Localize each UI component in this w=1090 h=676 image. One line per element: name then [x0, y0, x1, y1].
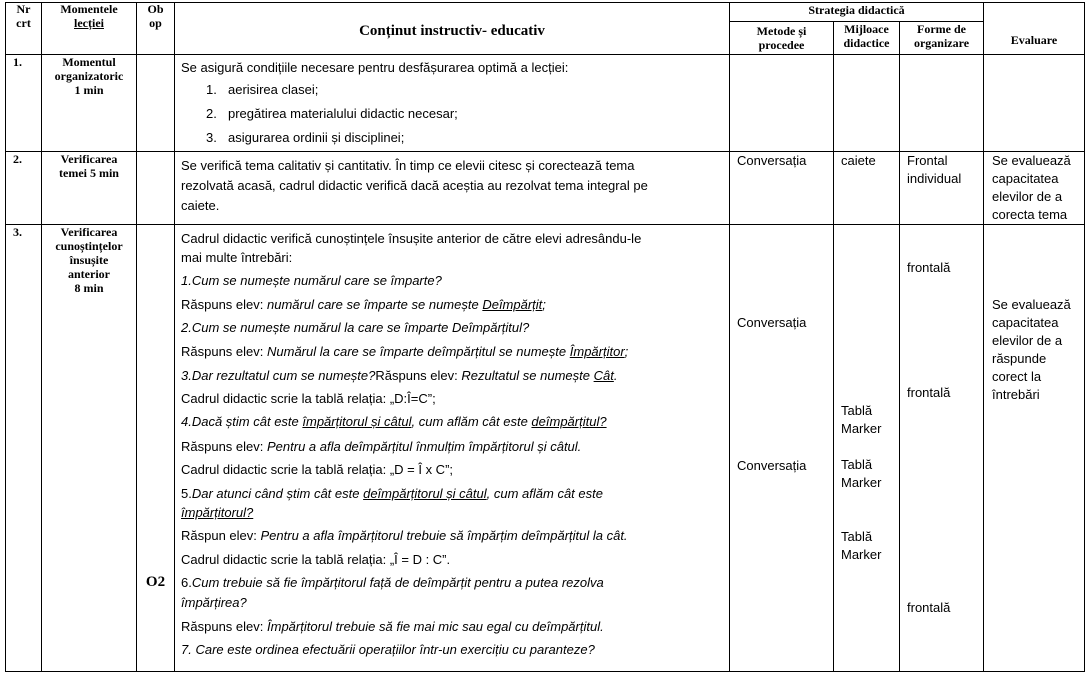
row2-forme-line: Frontal [907, 153, 948, 168]
question-text: 3.Dar rezultatul cum se numește? [181, 368, 376, 383]
row3-mijloace-line: Tablă [841, 529, 873, 544]
row3-line-c1: Cadrul didactic verifică cunoștințele însușite anterior de către elevi adresându-le [181, 231, 642, 246]
answer-text: Pentru a afla deîmpărțitul înmulțim împărțitorul și câtul. [267, 439, 582, 454]
row3-mijloace [841, 456, 881, 492]
header-forme-line: organizare [913, 36, 970, 50]
header-momentele [42, 2, 136, 30]
row3-metode: Conversația [737, 315, 807, 330]
row3-moment-line: însușite [69, 253, 109, 267]
header-mijloace [834, 22, 899, 50]
header-metode [730, 24, 833, 52]
row3-mijloace [841, 402, 881, 438]
row2-content-line: caiete. [181, 198, 220, 213]
row1-item-num: 2. [206, 106, 217, 121]
row3-evaluare-line: corect la [992, 369, 1042, 384]
answer-prefix: Răspuns elev: [181, 344, 267, 359]
row2-evaluare-line: Se evaluează [992, 153, 1071, 168]
row3-q2: 2.Cum se numește numărul la care se împarte Deîmpărțitul? [181, 320, 530, 335]
row3-a2 [181, 343, 628, 361]
grid-line [5, 54, 1085, 55]
row3-q3 [181, 367, 617, 385]
row2-moment [42, 152, 136, 180]
question-num: 6. [181, 575, 192, 590]
header-nr-line: Nr [16, 2, 31, 16]
question-term: deîmpărțitul? [531, 414, 607, 429]
grid-line [5, 671, 1085, 672]
grid-line [729, 2, 730, 672]
row2-evaluare-line: corecta tema [992, 207, 1068, 222]
row3-mijloace-line: Tablă [841, 457, 873, 472]
row3-mijloace [841, 528, 881, 564]
answer-term: Cât [593, 368, 614, 383]
row3-metode: Conversația [737, 458, 807, 473]
row3-r1: Cadrul didactic scrie la tablă relația: „D:Î=C”; [181, 391, 436, 406]
answer-text: Împărțitorul trebuie să fie mai mic sau egal cu deîmpărțitul. [267, 619, 604, 634]
row3-mijloace-line: Tablă [841, 403, 873, 418]
header-metode-line: procedee [758, 38, 805, 52]
row2-moment-line: Verificarea [60, 152, 118, 166]
header-strategia: Strategia didactică [808, 3, 905, 17]
row3-q7: 7. Care este ordinea efectuării operațiilor într-un exercițiu cu paranteze? [181, 642, 595, 657]
grid-line [5, 2, 6, 672]
row3-forme: frontală [907, 260, 951, 275]
row1-item-text: pregătirea materialului didactic necesar; [228, 106, 458, 121]
row3-mijloace-line: Marker [841, 475, 882, 490]
answer-end: ; [542, 297, 546, 312]
row3-a6 [181, 618, 604, 636]
row2-evaluare-line: elevilor de a [992, 189, 1063, 204]
header-nr-line: crt [16, 16, 31, 30]
row3-q4 [181, 413, 607, 431]
row1-moment-line: Momentul [62, 55, 116, 69]
answer-text: Numărul la care se împarte deîmpărțitul se numește [267, 344, 570, 359]
row3-evaluare-line: răspunde [992, 351, 1047, 366]
header-forme [900, 22, 983, 50]
row3-q1: 1.Cum se numește numărul care se împarte? [181, 273, 442, 288]
answer-prefix: Răspuns elev: [375, 368, 462, 383]
row1-moment [42, 55, 136, 97]
row1-moment-line: organizatoric [54, 69, 124, 83]
answer-end: . [613, 368, 618, 383]
header-forme-line: Forme de [917, 22, 966, 36]
header-mijloace-line: didactice [843, 36, 890, 50]
answer-text: numărul care se împarte se numește [267, 297, 483, 312]
grid-line [833, 21, 834, 672]
row2-evaluare-line: capacitatea [992, 171, 1059, 186]
row1-nr: 1. [13, 55, 22, 69]
row3-evaluare-line: întrebări [992, 387, 1040, 402]
answer-text: Rezultatul se numește [461, 368, 594, 383]
answer-prefix: Răspun elev: [181, 528, 261, 543]
question-term: împărțitorul și câtul [302, 414, 412, 429]
question-text: , cum aflăm cât este [486, 486, 603, 501]
answer-prefix: Răspuns elev: [181, 439, 267, 454]
row2-evaluare [992, 152, 1071, 224]
row2-content-line: Se verifică tema calitativ și cantitativ. În timp ce elevii citesc și corectează tema [181, 158, 635, 173]
row2-nr: 2. [13, 152, 22, 166]
header-evaluare: Evaluare [1010, 33, 1058, 47]
question-text: , cum aflăm cât este [411, 414, 532, 429]
row3-r3: Cadrul didactic scrie la tablă relația: „Î = D : C”. [181, 552, 451, 567]
row3-a4 [181, 438, 581, 456]
answer-end: ; [624, 344, 629, 359]
grid-line [1084, 2, 1085, 672]
row2-metode: Conversația [737, 153, 807, 168]
row3-line-c2: mai multe întrebări: [181, 250, 293, 265]
row2-content-line: rezolvată acasă, cadrul didactic verifică dacă aceștia au rezolvat tema integral pe [181, 178, 648, 193]
row3-moment-line: Verificarea [60, 225, 118, 239]
question-num: 5. [181, 486, 192, 501]
question-term: deîmpărțitorul și câtul [363, 486, 487, 501]
question-text: Dar atunci când știm cât este [191, 486, 364, 501]
grid-line [41, 2, 42, 672]
row3-a1 [181, 296, 546, 314]
row1-item-num: 3. [206, 130, 217, 145]
grid-line [983, 2, 984, 672]
row1-intro: Se asigură condițiile necesare pentru desfășurarea optimă a lecției: [181, 60, 569, 75]
row3-moment [42, 225, 136, 295]
row3-forme: frontală [907, 600, 951, 615]
row1-item-num: 1. [206, 82, 217, 97]
answer-prefix: Răspuns elev: [181, 619, 267, 634]
row1-moment-line: 1 min [74, 83, 104, 97]
header-momentele-line: lecției [74, 16, 104, 30]
row2-forme [907, 152, 961, 188]
grid-line [5, 224, 1085, 225]
row3-forme: frontală [907, 385, 951, 400]
row3-nr: 3. [13, 225, 22, 239]
grid-line [899, 21, 900, 672]
row3-mijloace-line: Marker [841, 547, 882, 562]
row2-mijloace: caiete [841, 153, 876, 168]
row3-q5-cont: împărțitorul? [181, 505, 254, 520]
answer-term: Împărțitor [569, 344, 625, 359]
answer-term: Deîmpărțit [482, 297, 543, 312]
row3-mijloace-line: Marker [841, 421, 882, 436]
row3-evaluare-line: capacitatea [992, 315, 1059, 330]
row2-forme-line: individual [907, 171, 962, 186]
row3-a5 [181, 527, 628, 545]
row3-evaluare-line: Se evaluează [992, 297, 1071, 312]
question-text: 4.Dacă știm cât este [181, 414, 303, 429]
header-continut: Conținut instructiv- educativ [359, 23, 545, 39]
row3-q6-cont: împărțirea? [181, 595, 247, 610]
row3-moment-line: cunoștințelor [55, 239, 123, 253]
header-nr [6, 2, 41, 30]
header-momentele-line: Momentele [60, 2, 118, 16]
row3-evaluare [992, 296, 1071, 404]
header-mijloace-line: Mijloace [844, 22, 889, 36]
row3-obop: O2 [145, 574, 166, 590]
row3-moment-line: anterior [68, 267, 110, 281]
row1-item-text: asigurarea ordinii și disciplinei; [228, 130, 405, 145]
row1-item-text: aerisirea clasei; [228, 82, 319, 97]
header-obop-line: Ob [147, 2, 164, 16]
row2-moment-line: temei 5 min [59, 166, 119, 180]
row3-q5 [181, 485, 603, 503]
header-obop [137, 2, 174, 30]
question-text: Cum trebuie să fie împărțitorul față de deîmpărțit pentru a putea rezolva [191, 575, 604, 590]
row3-moment-line: 8 min [74, 281, 104, 295]
grid-line [174, 2, 175, 672]
answer-prefix: Răspuns elev: [181, 297, 267, 312]
row3-evaluare-line: elevilor de a [992, 333, 1063, 348]
row3-r2: Cadrul didactic scrie la tablă relația: „D = Î x C”; [181, 462, 454, 477]
header-obop-line: op [149, 16, 162, 30]
grid-line [136, 2, 137, 672]
row3-q6 [181, 574, 604, 592]
answer-text: Pentru a afla împărțitorul trebuie să împărțim deîmpărțitul la cât. [260, 528, 628, 543]
header-metode-line: Metode și [756, 24, 807, 38]
